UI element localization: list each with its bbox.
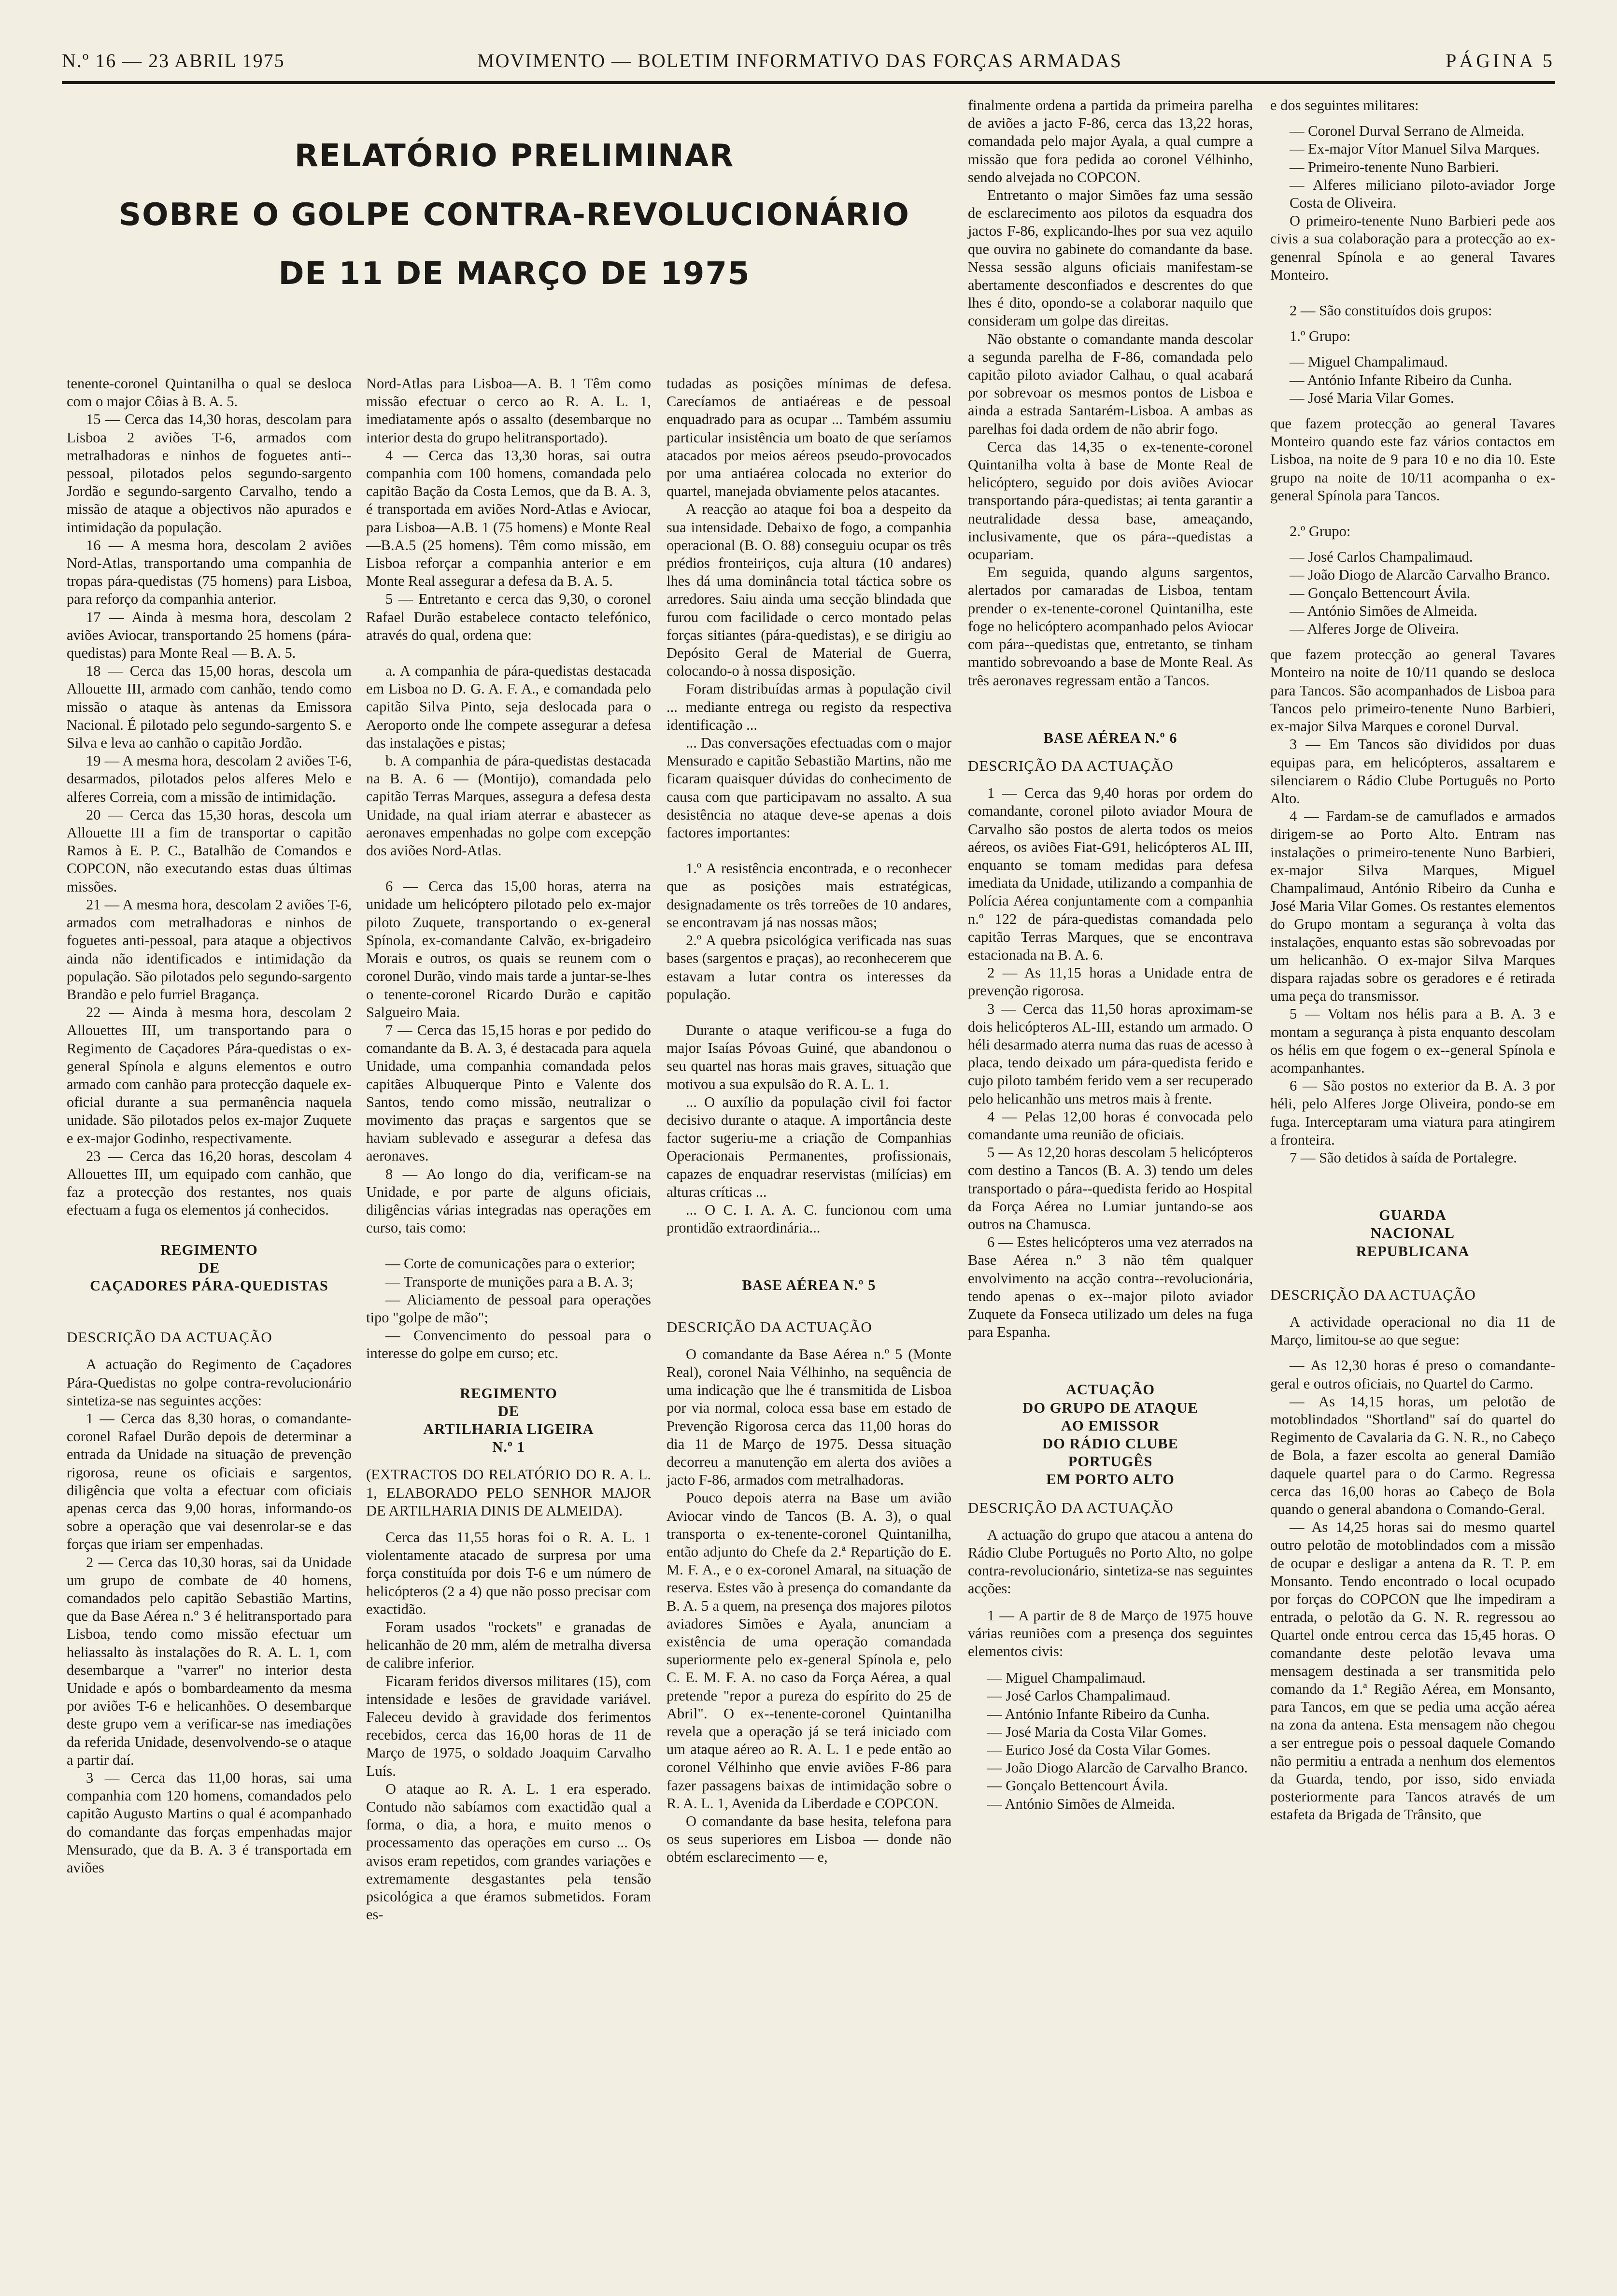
list-item: — João Diogo Alarcão de Carvalho Branco. [987,1759,1248,1776]
column-3 [667,375,951,1867]
list-item: — José Maria da Costa Vilar Gomes. [987,1723,1207,1740]
list-item: — Gonçalo Bettencourt Ávila. [1290,584,1471,601]
paragraph: 23 — Cerca das 16,20 horas, descolam 4 Allouettes III, um equipado com canhão, que faz a protecção dos restantes, nos quais efectuam a fuga os elementos já conhecidos. [67,1148,352,1219]
paragraph: Durante o ataque verificou-se a fuga do major Isaías Póvoas Guiné, que abandonou o seu quartel nas horas mais graves, situação que motivou a sua expulsão do R. A. L. 1. [667,1021,951,1092]
paragraph: a. A companhia de pára-quedistas destacada em Lisboa no D. G. A. F. A., e comandada pelo capitão Silva Pinto, seja deslocada para o Aeroporto onde lhe compete assegurar a defesa das instalações e pistas; [366,663,651,751]
paragraph: b. A companhia de pára-quedistas destacada na B. A. 6 — (Montijo), comandada pelo capitão Terras Marques, assegura a defesa desta Unidade, na qual iriam aterrar e abastecer as aeronaves empenhadas no golpe com excepção dos aviões Nord-Atlas. [366,752,651,859]
paragraph: O ataque ao R. A. L. 1 era esperado. Contudo não sabíamos com exactidão qual a forma, o dia, a hora, e muito menos o processamento das operações em curso ... Os avisos eram repetidos, com grandes variações e extremamente desgastantes pela tensão psicológica a que éramos submetidos. Foram es- [366,1780,651,1923]
paragraph: A actividade operacional no dia 11 de Março, limitou-se ao que segue: [1270,1313,1555,1348]
list-item: — Alferes Jorge de Oliveira. [1290,621,1459,638]
list-item: — José Carlos Champalimaud. [987,1687,1171,1704]
paragraph: finalmente ordena a partida da primeira parelha de aviões a jacto F-86, cerca das 13,22 horas, comandada pelo major Ayala, a qual cumpre a missão que fora pedida ao coronel Vélhinho, sendo alvejada no COPCON. [968,97,1253,185]
list-item: — Primeiro-tenente Nuno Barbieri. [1290,158,1499,175]
paragraph: 7 — Cerca das 15,15 horas e por pedido do comandante da B. A. 3, é destacada para aquela Unidade, uma companhia comandada pelos capitães Albuquerque Pinto e Valente dos Santos, tendo como missão, neutralizar o movimento das praças e sargentos que se haviam sublevado e assegurar a defesa das aeronaves. [366,1021,651,1164]
paragraph: Entretanto o major Simões faz uma sessão de esclarecimento aos pilotos da esquadra dos jactos F-86, explicando-lhes por sua vez aquilo que ouvira no gabinete do comandante da base. Nessa sessão alguns oficiais manifestam-se abertamente desconfiados e descrentes do que lhes é dito, opondo-se a colaborar naquilo que consideram um golpe das direitas. [968,187,1253,329]
paragraph: O comandante da Base Aérea n.º 5 (Monte Real), coronel Naia Vélhinho, na sequência de uma indicação que lhe é transmitida de Lisboa por via normal, coloca essa base em estado de Prevenção Rigorosa cerca das 11,00 horas do dia 11 de Março de 1975. Dessa situação decorreu a manutenção em alerta dos aviões a jacto F-86, armados com metralhadoras. [667,1346,951,1488]
list-item: — Convencimento do pessoal para o interesse do golpe em curso; etc. [366,1327,651,1362]
paragraph: 17 — Ainda à mesma hora, descolam 2 aviões Aviocar, transportando 25 homens (pára-quedistas) para Monte Real — B. A. 5. [67,609,352,662]
title-line-1: RELATÓRIO PRELIMINAR [294,138,735,174]
paragraph: 21 — A mesma hora, descolam 2 aviões T-6, armados com metralhadoras e ninhos de foguetes anti-pessoal, para ataque a objectivos ainda não identificados e intimidação da população. São pilotados pelo segundo-sargento Brandão e pelo furriel Bragança. [67,896,352,1003]
page-number: PÁGINA 5 [1446,50,1555,71]
paragraph: Cerca das 11,55 horas foi o R. A. L. 1 violentamente atacado de surpresa por uma força constituída por dois T-6 e um número de helicópteros (2 a 4) que não posso precisar com exactidão. [366,1529,651,1617]
paragraph: 20 — Cerca das 15,30 horas, descola um Allouette III a fim de transportar o capitão Ramos à E. P. C., Batalhão de Comandos e COPCON, não executando estas duas últimas missões. [67,806,352,895]
paragraph: 7 — São detidos à saída de Portalegre. [1290,1149,1517,1166]
section-heading-base-6: BASE AÉREA N.º 6 [1043,729,1177,746]
section-subheading: DESCRIÇÃO DA ACTUAÇÃO [667,1318,872,1335]
column-1 [67,375,352,1877]
paragraph: 1 — A partir de 8 de Março de 1975 houve várias reuniões com a presença dos seguintes elementos civis: [968,1607,1253,1660]
paragraph: 8 — Ao longo do dia, verificam-se na Unidade, e por parte de alguns oficiais, diligências várias integradas nas operações em curso, tais como: [366,1165,651,1236]
section-subheading: DESCRIÇÃO DA ACTUAÇÃO [67,1329,272,1346]
paragraph: 1 — Cerca das 8,30 horas, o comandante-coronel Rafael Durão depois de determinar a entrada da Unidade na situação de prevenção rigorosa, reune os oficiais e sargentos, diligência que volta a efectuar com oficiais apenas cerca das 9,00 horas, informando-os sobre a operação que vai desenrolar-se e das forças que iriam ser empenhadas. [67,1410,352,1553]
column-2 [366,375,651,1924]
list-item: — Miguel Champalimaud. [987,1670,1146,1687]
paragraph: ... Das conversações efectuadas com o major Mensurado e capitão Sebastião Martins, não me ficaram quaisquer dúvidas do conhecimento de causa com que participavam no assalto. A sua desistência no ataque deve-se apenas a dois factores importantes: [667,735,951,841]
paragraph: Foram usados "rockets" e granadas de helicanhão de 20 mm, além de metralha diversa de calibre inferior. [366,1619,651,1672]
section-heading-base-5: BASE AÉREA N.º 5 [742,1277,876,1294]
paragraph: 6 — Cerca das 15,00 horas, aterra na unidade um helicóptero pilotado pelo ex-major piloto Zuquete, transportando o ex-general Spínola, ex-comandante Calvão, ex-brigadeiro Morais e outros, os quais se reunem com o coronel Durão, vindo mais tarde a juntar-se-lhes o tenente-coronel Ricardo Durão e capitão Salgueiro Maia. [366,878,651,1020]
paragraph: 2 — Cerca das 10,30 horas, sai da Unidade um grupo de combate de 40 homens, comandados pelo capitão Sebastião Martins, que da Base Aérea n.º 3 é helitransportado para Lisboa, tendo como missão efectuar um heliassalto às instalações do R. A. L. 1, com desembarque a "varrer" no interior desta Unidade e após o bombardeamento da mesma por aviões T-6 e helicanhões. O desembarque deste grupo vem a verificar-se nas imediações da referida Unidade, desenvolvendo-se o ataque a partir daí. [67,1554,352,1768]
paragraph: Nord-Atlas para Lisboa—A. B. 1 Têm como missão efectuar o cerco ao R. A. L. 1, imediatamente após o assalto (desembarque no interior desta do grupo helitransportado). [366,375,651,446]
column-4 [968,97,1253,1813]
paragraph: 18 — Cerca das 15,00 horas, descola um Allouette III, armado com canhão, tendo como missão o ataque às antenas da Emissora Nacional. É pilotado pelo segundo-sargento S. e Silva e leva ao canhão o capitão Jordão. [67,663,352,751]
paragraph: 3 — Cerca das 11,50 horas aproximam-se dois helicópteros AL-III, estando um armado. O héli desarmado aterra numa das ruas de acesso à placa, tendo deixado um pára-quedista ferido e cujo piloto também ferido vem a ser recuperado pelo helicanhão uns metros mais à frente. [968,1000,1253,1107]
section-heading-ral: REGIMENTO DE ARTILHARIA LIGEIRA N.º 1 [423,1385,594,1456]
list-item: — Ex-major Vítor Manuel Silva Marques. [1290,141,1540,157]
paragraph: 19 — A mesma hora, descolam 2 aviões T-6, desarmados, pilotados pelos alferes Melo e alferes Correia, com a missão de intimidação. [67,752,352,805]
list-item: — José Maria Vilar Gomes. [1290,389,1454,406]
publication-title: MOVIMENTO — BOLETIM INFORMATIVO DAS FORÇAS ARMADAS [477,50,1122,71]
paragraph: 22 — Ainda à mesma hora, descolam 2 Allouettes III, um transportando para o Regimento de Caçadores Pára-quedistas o ex-general Spínola e alguns elementos e outro armado com canhão para protecção daquele ex-oficial durante a sua permanência naquela unidade. São pilotados pelos ex-major Zuquete e ex-major Godinho, respectivamente. [67,1004,352,1147]
paragraph: Pouco depois aterra na Base um avião Aviocar vindo de Tancos (B. A. 3), o qual transporta o ex-tenente-coronel Quintanilha, então adjunto do Chefe da 2.ª Repartição do E. M. F. A., e o ex-coronel Amaral, na situação de reserva. Estes vão à presença do comandante da B. A. 5 a quem, na presença dos majores pilotos aviadores Simões e Ayala, anunciam a existência de uma operação comandada superiormente pelo ex-general Spínola e, pelo C. E. M. F. A. no caso da Força Aérea, a qual pretende "repor a pureza do espírito do 25 de Abril". O ex--tenente-coronel Quintanilha revela que a operação já se terá iniciado com um ataque aéreo ao R. A. L. 1 e pede então ao coronel Vélhinho que envie aviões F-86 para fazer passagens baixas de intimidação sobre o R. A. L. 1, Avenida da Liberdade e COPCON. [667,1489,951,1812]
section-heading-grupo-ataque: ACTUAÇÃO DO GRUPO DE ATAQUE AO EMISSOR DO RÁDIO CLUBE PORTUGÊS EM PORTO ALTO [1022,1381,1198,1488]
paragraph: 5 — Entretanto e cerca das 9,30, o coronel Rafael Durão estabelece contacto telefónico, através do qual, ordena que: [366,591,651,643]
paragraph: 1.º A resistência encontrada, e o reconhecer que as posições mais estratégicas, designadamente os três torreões de 10 andares, se encontravam já nas nossas mãos; [667,860,951,931]
paragraph: 6 — Estes helicópteros uma vez aterrados na Base Aérea n.º 3 não têm qualquer envolvimento na acção contra--revolucionária, tendo apenas o ex--major piloto aviador Zuquete da Fonseca utilizado um deles na fuga para Espanha. [968,1234,1253,1341]
paragraph: 4 — Cerca das 13,30 horas, sai outra companhia com 100 homens, comandada pelo capitão Bação da Costa Lemos, que da B. A. 3, é transportada em aviões Nord-Atlas e Aviocar, para Lisboa—A.B. 1 (75 homens) e Monte Real—B.A.5 (25 homens). Têm como missão, em Lisboa reforçar a companhia anterior e em Monte Real assegurar a defesa da B. A. 5. [366,447,651,590]
paragraph: A reacção ao ataque foi boa a despeito da sua intensidade. Debaixo de fogo, a companhia operacional (B. O. 88) conseguiu ocupar os três prédios fronteiriços, cuja altura (10 andares) lhes dá uma dominância total táctica sobre os arredores. Saiu ainda uma secção blindada que furou com facilidade o cerco montado pelas forças sitiantes (pára-quedistas), e se dirigiu ao Depósito Geral de Material de Guerra, colocando-o à nossa disposição. [667,501,951,680]
group-label: 2.º Grupo: [1290,523,1351,540]
list-item: — António Simões de Almeida. [987,1795,1175,1812]
paragraph: 6 — São postos no exterior da B. A. 3 por héli, pelo Alferes Jorge Oliveira, pondo-se em fuga. Interceptaram uma viatura para atingirem a fronteira. [1270,1077,1555,1148]
paragraph: 16 — A mesma hora, descolam 2 aviões Nord-Atlas, transportando uma companhia de tropas pára-quedistas (75 homens) para Lisboa, para reforço da companhia anterior. [67,537,352,608]
paragraph: tenente-coronel Quintanilha o qual se desloca com o major Côias à B. A. 5. [67,375,352,410]
list-item: — Gonçalo Bettencourt Ávila. [987,1777,1168,1794]
list-item: — António Infante Ribeiro da Cunha. [987,1705,1210,1722]
paragraph: tudadas as posições mínimas de defesa. Carecíamos de antiaéreas e de pessoal enquadrado para as ocupar ... Também assumiu particular insistência um boato de que seríamos atacados por meios aéreos pseudo-provocados por uma antiaérea colocada no exterior do quartel, manejada obviamente pelos atacantes. [667,375,951,500]
paragraph: 3 — Cerca das 11,00 horas, sai uma companhia com 120 homens, comandados pelo capitão Augusto Martins o qual é acompanhado do comandante das forças empenhadas major Mensurado, que da B. A. 3 é transportada em aviões [67,1770,352,1876]
list-item: — António Simões de Almeida. [1290,602,1477,619]
paragraph: ... O auxílio da população civil foi factor decisivo durante o ataque. A importância deste factor sugeriu-me a criação de Companhias Operacionais Permanentes, profissionais, capazes de enquadrar reservistas (milícias) em alturas críticas ... [667,1093,951,1200]
paragraph: que fazem protecção ao general Tavares Monteiro quando este faz vários contactos em Lisboa, na noite de 9 para 10 e no dia 10. Este grupo na noite de 10/11 acompanha o ex-general Spínola para Tancos. [1270,415,1555,504]
list-item: — António Infante Ribeiro da Cunha. [1290,371,1512,388]
article-title [87,127,942,303]
paragraph: (EXTRACTOS DO RELATÓRIO DO R. A. L. 1, ELABORADO PELO SENHOR MAJOR DE ARTILHARIA DINIS DE ALMEIDA). [366,1466,651,1519]
paragraph: 5 — Voltam nos hélis para a B. A. 3 e montam a segurança à pista enquanto descolam os hélis em que fogem o ex--general Spínola e acompanhantes. [1270,1006,1555,1076]
paragraph: O comandante da base hesita, telefona para os seus superiores em Lisboa — donde não obtém esclarecimento — e, [667,1813,951,1866]
paragraph: que fazem protecção ao general Tavares Monteiro na noite de 10/11 quando se desloca para Tancos. São acompanhados de Lisboa para Tancos pelo primeiro-tenente Nuno Barbieri, ex-major Silva Marques e coronel Durval. [1270,646,1555,735]
list-item: — Coronel Durval Serrano de Almeida. [1290,123,1525,140]
paragraph: e dos seguintes militares: [1270,97,1419,113]
paragraph: 2.º A quebra psicológica verificada nas suas bases (sargentos e praças), ao reconhecerem que estavam a lutar contra os interesses da população. [667,932,951,1003]
title-line-3: DE 11 DE MARÇO DE 1975 [278,256,751,292]
title-line-2: SOBRE O GOLPE CONTRA-REVOLUCIONÁRIO [119,197,910,233]
section-heading-gnr: GUARDA NACIONAL REPUBLICANA [1356,1207,1470,1260]
column-5 [1270,97,1555,1824]
list-item: — José Carlos Champalimaud. [1290,549,1473,566]
paragraph: 2 — As 11,15 horas a Unidade entra de prevenção rigorosa. [968,964,1253,999]
paragraph: 1 — Cerca das 9,40 horas por ordem do comandante, coronel piloto aviador Moura de Carvalho são postos de alerta todos os meios aéreos, os aviões Fiat-G91, helicópteros AL III, enquanto se tomam medidas para defesa imediata da Unidade, utilizando a companhia de Polícia Aérea conjuntamente com a companhia n.º 122 de pára-quedistas comandada pelo capitão Terras Marques, que se encontrava estacionada na B. A. 6. [968,785,1253,963]
list-item: — Eurico José da Costa Vilar Gomes. [987,1742,1211,1758]
paragraph: A actuação do Regimento de Caçadores Pára-Quedistas no golpe contra-revolucionário sintetiza-se nas seguintes acções: [67,1356,352,1409]
issue-number: N.º 16 — 23 ABRIL 1975 [62,50,285,71]
paragraph: 15 — Cerca das 14,30 horas, descolam para Lisboa 2 aviões T-6, armados com metralhadoras e ninhos de foguetes anti--pessoal, pilotados pelos segundo-sargento Jordão e segundo-sargento Carvalho, tendo a missão de ataque a objectivos não apurados e intimidação da população. [67,411,352,536]
paragraph: 4 — Pelas 12,00 horas é convocada pelo comandante uma reunião de oficiais. [968,1108,1253,1143]
paragraph: 2 — São constituídos dois grupos: [1290,302,1492,319]
list-item: — Transporte de munições para a B. A. 3; [385,1273,634,1290]
list-item: — João Diogo de Alarcão Carvalho Branco. [1290,567,1550,583]
paragraph: 4 — Fardam-se de camuflados e armados dirigem-se ao Porto Alto. Entram nas instalações o primeiro-tenente Nuno Barbieri, ex-major Silva Marques, Miguel Champalimaud, António Ribeiro da Cunha e José Maria Vilar Gomes. Os restantes elementos do Grupo montam a segurança à volta das instalações, enquanto estas são sobrevoadas por um helicanhão. O ex-major Silva Marques dispara rajadas sobre os geradores e é retirada uma peça do transmissor. [1270,808,1555,1005]
paragraph: — As 12,30 horas é preso o comandante-geral e outros oficiais, no Quartel do Carmo. [1270,1357,1555,1392]
paragraph: Foram distribuídas armas à população civil ... mediante entrega ou registo da respectiva identificação ... [667,680,951,733]
paragraph: A actuação do grupo que atacou a antena do Rádio Clube Português no Porto Alto, no golpe contra-revolucionário, sintetiza-se nas seguintes acções: [968,1526,1253,1597]
list-item: — Alferes miliciano piloto-aviador Jorge Costa de Oliveira. [1290,176,1555,212]
paragraph: 3 — Em Tancos são divididos por duas equipas para, em helicópteros, assaltarem e silenciarem o Rádio Clube Português no Porto Alto. [1270,736,1555,807]
group-label: 1.º Grupo: [1290,328,1351,345]
paragraph: — As 14,15 horas, um pelotão de motoblindados "Shortland" saí do quartel do Regimento de Cavalaria da G. N. R., no Cabeço de Bola, a fazer escolta ao general Damião daquele quartel para o do Carmo. Regressa cerca das 16,00 horas ao Cabeço de Bola quando o general abandona o Comando-Geral. [1270,1393,1555,1518]
paragraph: Não obstante o comandante manda descolar a segunda parelha de F-86, comandada pelo capitão piloto aviador Calhau, o qual acabará por sobrevoar os mesmos pontos de Lisboa e ainda a estrada Santarém-Lisboa. A ambas as parelhas foi dada ordem de não abrir fogo. [968,330,1253,437]
paragraph: Ficaram feridos diversos militares (15), com intensidade e lesões de gravidade variável. Faleceu devido à gravidade dos ferimentos recebidos, cerca das 16,00 horas de 11 de Março de 1975, o soldado Joaquim Carvalho Luís. [366,1672,651,1779]
list-item: — Corte de comunicações para o exterior; [385,1255,635,1272]
paragraph: ... O C. I. A. A. C. funcionou com uma prontidão extraordinária... [667,1201,951,1236]
header-rule [62,81,1555,84]
paragraph: Cerca das 14,35 o ex-tenente-coronel Quintanilha volta à base de Monte Real de helicóptero, seguido por dois aviões Aviocar transportando pára-quedistas; ai tenta garantir a neutralidade dessa base, ameaçando, inclusivamente, que os pára--quedistas a ocupariam. [968,438,1253,563]
paragraph: O primeiro-tenente Nuno Barbieri pede aos civis a sua colaboração para a protecção ao ex-genenral Spínola e ao general Tavares Monteiro. [1270,213,1555,283]
list-item: — Aliciamento de pessoal para operações tipo "golpe de mão"; [366,1291,651,1326]
paragraph: — As 14,25 horas sai do mesmo quartel outro pelotão de motoblindados com a missão de ocupar e desligar a antena da R. T. P. em Monsanto. Tendo encontrado o local ocupado por forças do COPCON que lhe impediram a entrada, o pelotão da G. N. R. regressou ao Quartel onde entrou cerca das 15,45 horas. O comandante deste pelotão levava uma mensagem destinada a ser transmitida pelo comando da 1.ª Região Aérea, em Monsanto, para Tancos, em que se pedia uma acção aérea na zona da antena. Esta mensagem não chegou a ser entregue pois o pessoal daquele Comando não permitiu a entrada a nenhum dos elementos da Guarda, tendo, por isso, sido enviada posteriormente para Tancos através de um estafeta da Brigada de Trânsito, que [1270,1519,1555,1823]
paragraph: Em seguida, quando alguns sargentos, alertados por camaradas de Lisboa, tentam prender o ex-tenente-coronel Quintanilha, este foge no helicóptero acompanhado pelos Aviocar com pára--quedistas que, entretanto, se tinham mantido sobrevoando a base de Monte Real. As três aeronaves regressam então a Tancos. [968,564,1253,689]
section-subheading: DESCRIÇÃO DA ACTUAÇÃO [1270,1286,1476,1303]
paragraph: 5 — As 12,20 horas descolam 5 helicópteros com destino a Tancos (B. A. 3) tendo um deles transportado o pára--quedista ferido ao Hospital da Força Aérea no Lumiar juntando-se aos outros na Chamusca. [968,1144,1253,1233]
page-header [62,49,1555,77]
section-subheading: DESCRIÇÃO DA ACTUAÇÃO [968,1499,1174,1516]
list-item: — Miguel Champalimaud. [1290,354,1448,370]
section-subheading: DESCRIÇÃO DA ACTUAÇÃO [968,757,1174,774]
section-heading-regimento: REGIMENTO DE CAÇADORES PÁRA-QUEDISTAS [90,1241,328,1294]
